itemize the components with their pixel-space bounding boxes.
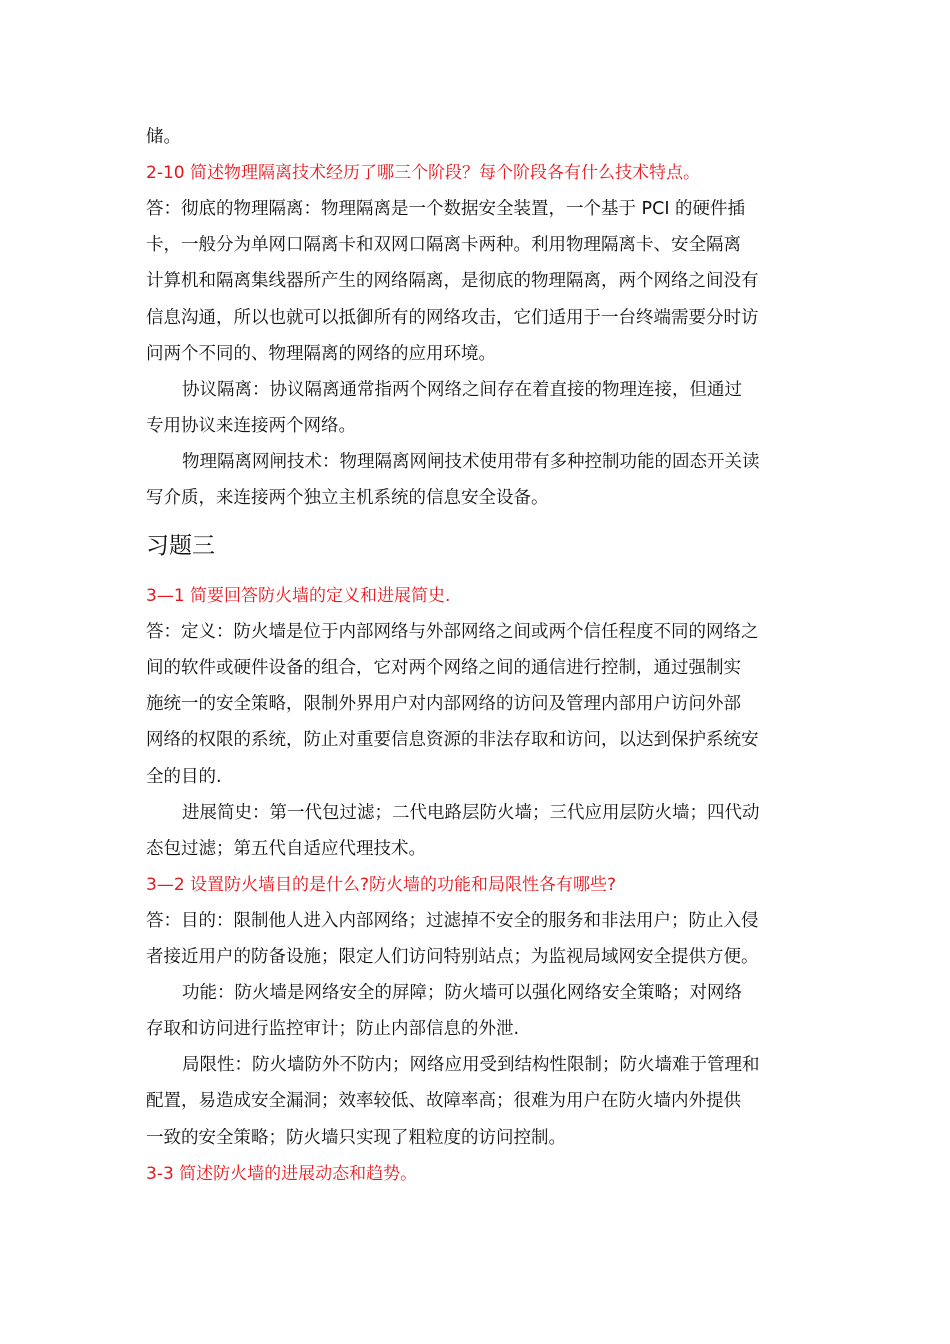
text-line: 信息沟通，所以也就可以抵御所有的网络攻击，它们适用于一台终端需要分时访	[146, 308, 759, 328]
text-line: 者接近用户的防备设施；限定人们访问特别站点；为监视局域网安全提供方便。	[146, 947, 759, 967]
text-line: 答：定义：防火墙是位于内部网络与外部网络之间或两个信任程度不同的网络之	[146, 622, 759, 642]
text-line: 写介质，来连接两个独立主机系统的信息安全设备。	[146, 488, 549, 508]
text-line: 卡，一般分为单网口隔离卡和双网口隔离卡两种。利用物理隔离卡、安全隔离	[146, 235, 741, 255]
text-line: 间的软件或硬件设备的组合，它对两个网络之间的通信进行控制，通过强制实	[146, 658, 741, 678]
question-heading: 3—1 简要回答防火墙的定义和进展简史.	[146, 586, 451, 606]
text-line: 储。	[146, 127, 181, 147]
text-line: 全的目的.	[146, 767, 222, 787]
text-line: 功能：防火墙是网络安全的屏障；防火墙可以强化网络安全策略；对网络	[182, 983, 742, 1003]
text-line: 态包过滤；第五代自适应代理技术。	[146, 839, 426, 859]
text-line: 专用协议来连接两个网络。	[146, 416, 356, 436]
question-heading: 2-10 简述物理隔离技术经历了哪三个阶段？每个阶段各有什么技术特点。	[146, 163, 700, 183]
question-heading: 3-3 简述防火墙的进展动态和趋势。	[146, 1164, 418, 1184]
text-line: 计算机和隔离集线器所产生的网络隔离，是彻底的物理隔离，两个网络之间没有	[146, 271, 759, 291]
text-line: 网络的权限的系统，防止对重要信息资源的非法存取和访问，以达到保护系统安	[146, 730, 759, 750]
text-line: 协议隔离：协议隔离通常指两个网络之间存在着直接的物理连接，但通过	[182, 380, 742, 400]
text-line: 答：彻底的物理隔离：物理隔离是一个数据安全装置，一个基于 PCI 的硬件插	[146, 199, 746, 219]
text-line: 答：目的：限制他人进入内部网络；过滤掉不安全的服务和非法用户；防止入侵	[146, 911, 759, 931]
text-line: 局限性：防火墙防外不防内；网络应用受到结构性限制；防火墙难于管理和	[182, 1055, 760, 1075]
text-line: 配置，易造成安全漏洞；效率较低、故障率高；很难为用户在防火墙内外提供	[146, 1091, 741, 1111]
text-line: 进展简史：第一代包过滤；二代电路层防火墙；三代应用层防火墙；四代动	[182, 803, 760, 823]
text-line: 存取和访问进行监控审计；防止内部信息的外泄.	[146, 1019, 520, 1039]
text-line: 施统一的安全策略，限制外界用户对内部网络的访问及管理内部用户访问外部	[146, 694, 741, 714]
text-line: 问两个不同的、物理隔离的网络的应用环境。	[146, 344, 496, 364]
section-heading: 习题三	[146, 533, 215, 559]
text-line: 物理隔离网闸技术：物理隔离网闸技术使用带有多种控制功能的固态开关读	[182, 452, 760, 472]
text-line: 一致的安全策略；防火墙只实现了粗粒度的访问控制。	[146, 1128, 566, 1148]
question-heading: 3—2 设置防火墙目的是什么?防火墙的功能和局限性各有哪些?	[146, 875, 617, 895]
